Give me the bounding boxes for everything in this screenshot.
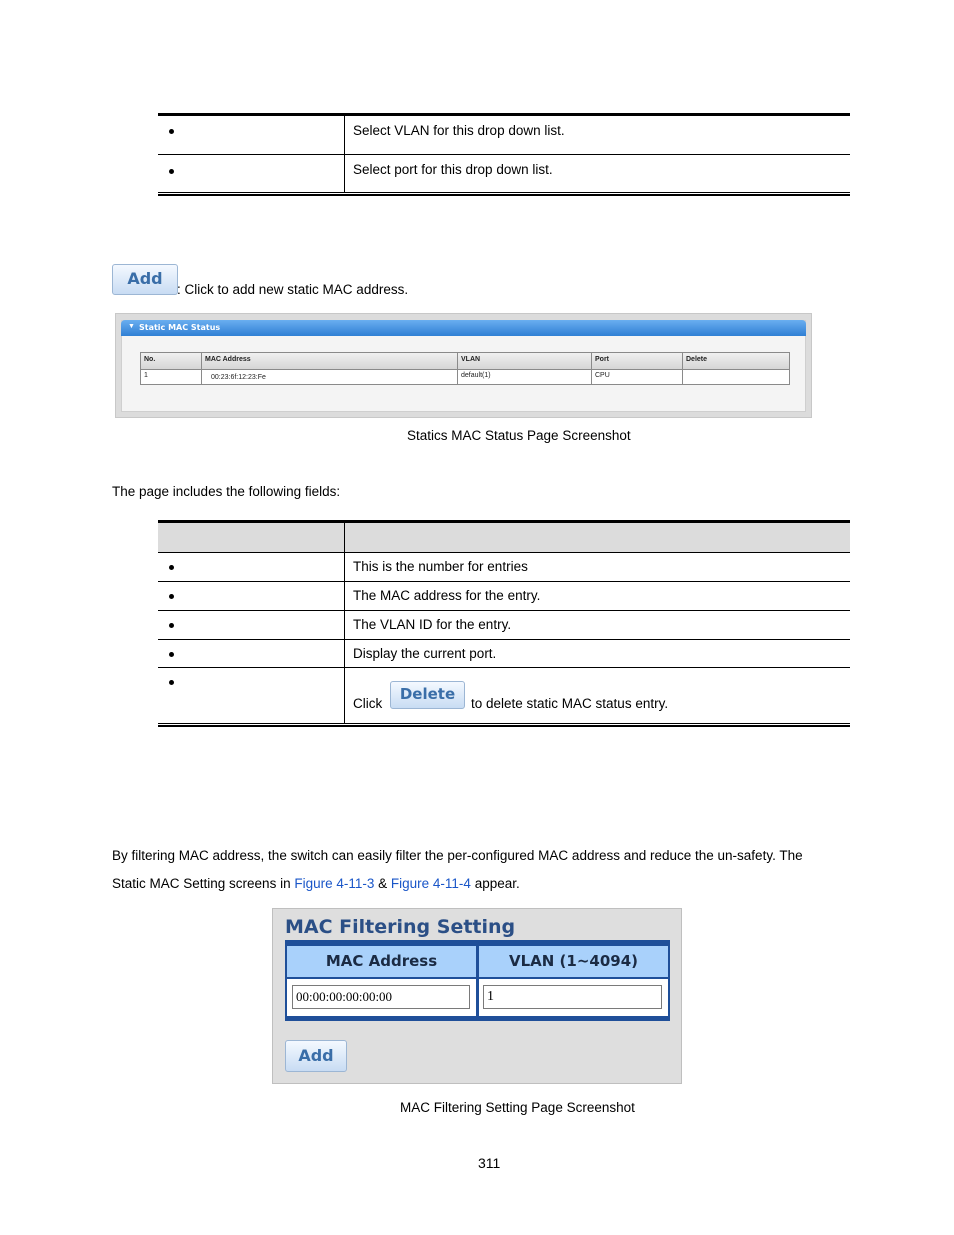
delete-click-text: Click <box>353 696 383 711</box>
bullet <box>169 565 174 570</box>
bullet <box>169 623 174 628</box>
delete-desc: to delete static MAC status entry. <box>471 696 669 711</box>
vlan-desc: Select VLAN for this drop down list. <box>353 123 565 138</box>
col-no: No. <box>144 356 156 363</box>
collapse-icon: ▼ <box>128 323 135 330</box>
bullet <box>169 169 174 174</box>
delete-button-image: Delete <box>390 681 465 709</box>
figure-link-1[interactable]: Figure 4-11-3 <box>294 876 375 891</box>
fields-intro: The page includes the following fields: <box>112 484 341 499</box>
paragraph-text: Static MAC Setting screens in <box>112 876 295 891</box>
col-vlan: VLAN <box>461 356 481 363</box>
cell-port: CPU <box>595 372 610 379</box>
filter-paragraph-line1: By filtering MAC address, the switch can easily filter the per-configured MAC address and reduce the un-safety. The <box>112 848 803 863</box>
page-number: 311 <box>478 1155 501 1171</box>
col-port: Port <box>595 356 609 363</box>
status-caption: Statics MAC Status Page Screenshot <box>407 428 631 443</box>
cell-no: 1 <box>144 372 148 379</box>
port-desc: Select port for this drop down list. <box>353 161 553 177</box>
add-button-image: Add <box>112 264 178 295</box>
vlan-id-desc: The VLAN ID for the entry. <box>353 617 512 632</box>
mac-desc: The MAC address for the entry. <box>353 588 541 603</box>
figure-link-2[interactable]: Figure 4-11-4 <box>390 876 471 891</box>
static-mac-status-screenshot <box>115 313 812 418</box>
bullet <box>169 652 174 657</box>
filter-caption: MAC Filtering Setting Page Screenshot <box>400 1100 635 1115</box>
paragraph-text-end: appear. <box>470 876 520 891</box>
add-button[interactable]: Add <box>285 1040 347 1072</box>
cell-mac: 00:23:6f:12:23:Fe <box>211 374 266 381</box>
bullet <box>169 594 174 599</box>
port-current-desc: Display the current port. <box>353 646 497 661</box>
add-description: : Click to add new static MAC address. <box>177 282 409 297</box>
mac-address-input[interactable]: 00:00:00:00:00:00 <box>292 985 470 1009</box>
bullet <box>169 129 174 134</box>
mac-address-header: MAC Address <box>325 952 438 970</box>
filter-title: MAC Filtering Setting <box>285 916 516 938</box>
bullet <box>169 680 174 685</box>
vlan-header: VLAN (1~4094) <box>508 952 639 970</box>
cell-vlan: default(1) <box>461 372 491 379</box>
paragraph-amp: & <box>374 876 391 891</box>
col-delete: Delete <box>686 356 708 363</box>
col-mac: MAC Address <box>205 356 251 363</box>
mac-filtering-screenshot <box>272 908 682 1084</box>
panel-title: Static MAC Status <box>139 323 221 332</box>
no-desc: This is the number for entries <box>353 559 528 574</box>
vlan-input[interactable]: 1 <box>483 985 662 1009</box>
filter-paragraph-line2 <box>112 876 520 891</box>
